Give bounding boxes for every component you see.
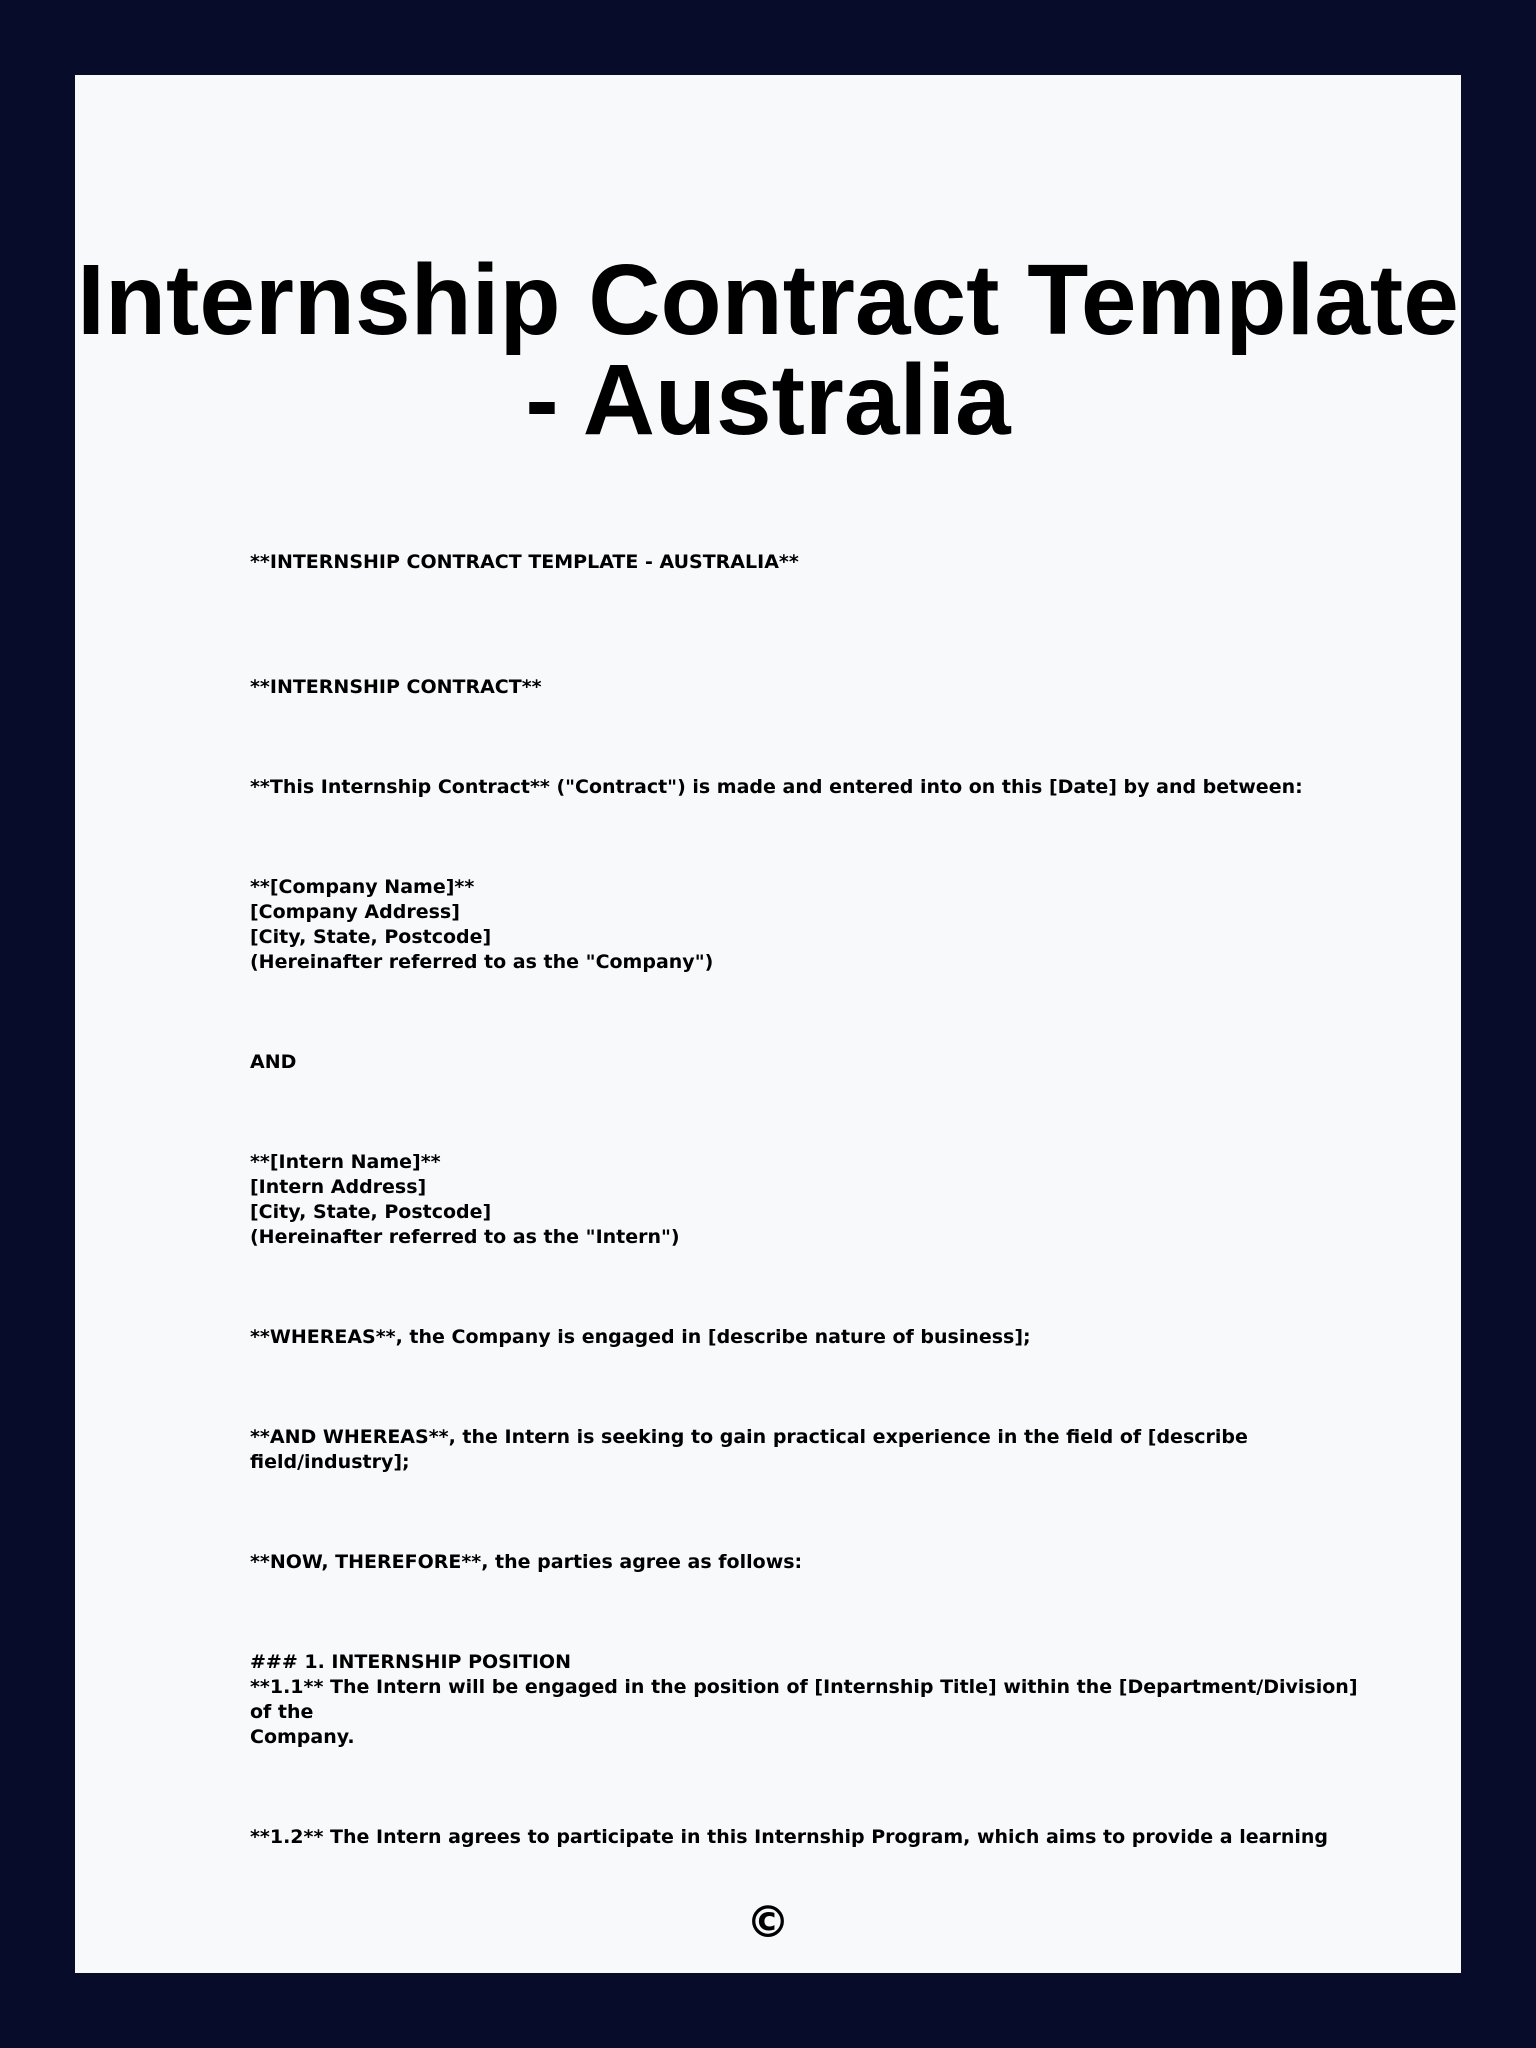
and-whereas-clause: **AND WHEREAS**, the Intern is seeking to gain practical experience in the field of [describe field/industry];	[250, 1426, 1248, 1473]
clause-1-2: **1.2** The Intern agrees to participate in this Internship Program, which aims to provide a learning	[250, 1826, 1328, 1848]
copyright-icon: ©	[746, 1897, 790, 1948]
section-internship-position: ### 1. INTERNSHIP POSITION **1.1** The Intern will be engaged in the position of [Internship Title] within the [Department/Division] of the Company.	[250, 1651, 1358, 1748]
now-therefore-clause: **NOW, THEREFORE**, the parties agree as follows:	[250, 1551, 803, 1573]
and-separator: AND	[250, 1051, 297, 1073]
intro-paragraph: **This Internship Contract** ("Contract") is made and entered into on this [Date] by and between:	[250, 776, 1303, 798]
intern-details: **[Intern Name]** [Intern Address] [City, State, Postcode] (Hereinafter referred to as the "Intern")	[250, 1151, 680, 1248]
document-page	[75, 75, 1461, 1973]
heading-contract-template: **INTERNSHIP CONTRACT TEMPLATE - AUSTRALIA**	[250, 551, 799, 573]
whereas-clause: **WHEREAS**, the Company is engaged in [describe nature of business];	[250, 1326, 1031, 1348]
document-body	[250, 550, 1380, 1925]
company-details: **[Company Name]** [Company Address] [City, State, Postcode] (Hereinafter referred to as the "Company")	[250, 876, 714, 973]
document-title: Internship Contract Template - Australia	[77, 244, 1459, 456]
heading-internship-contract: **INTERNSHIP CONTRACT**	[250, 676, 542, 698]
